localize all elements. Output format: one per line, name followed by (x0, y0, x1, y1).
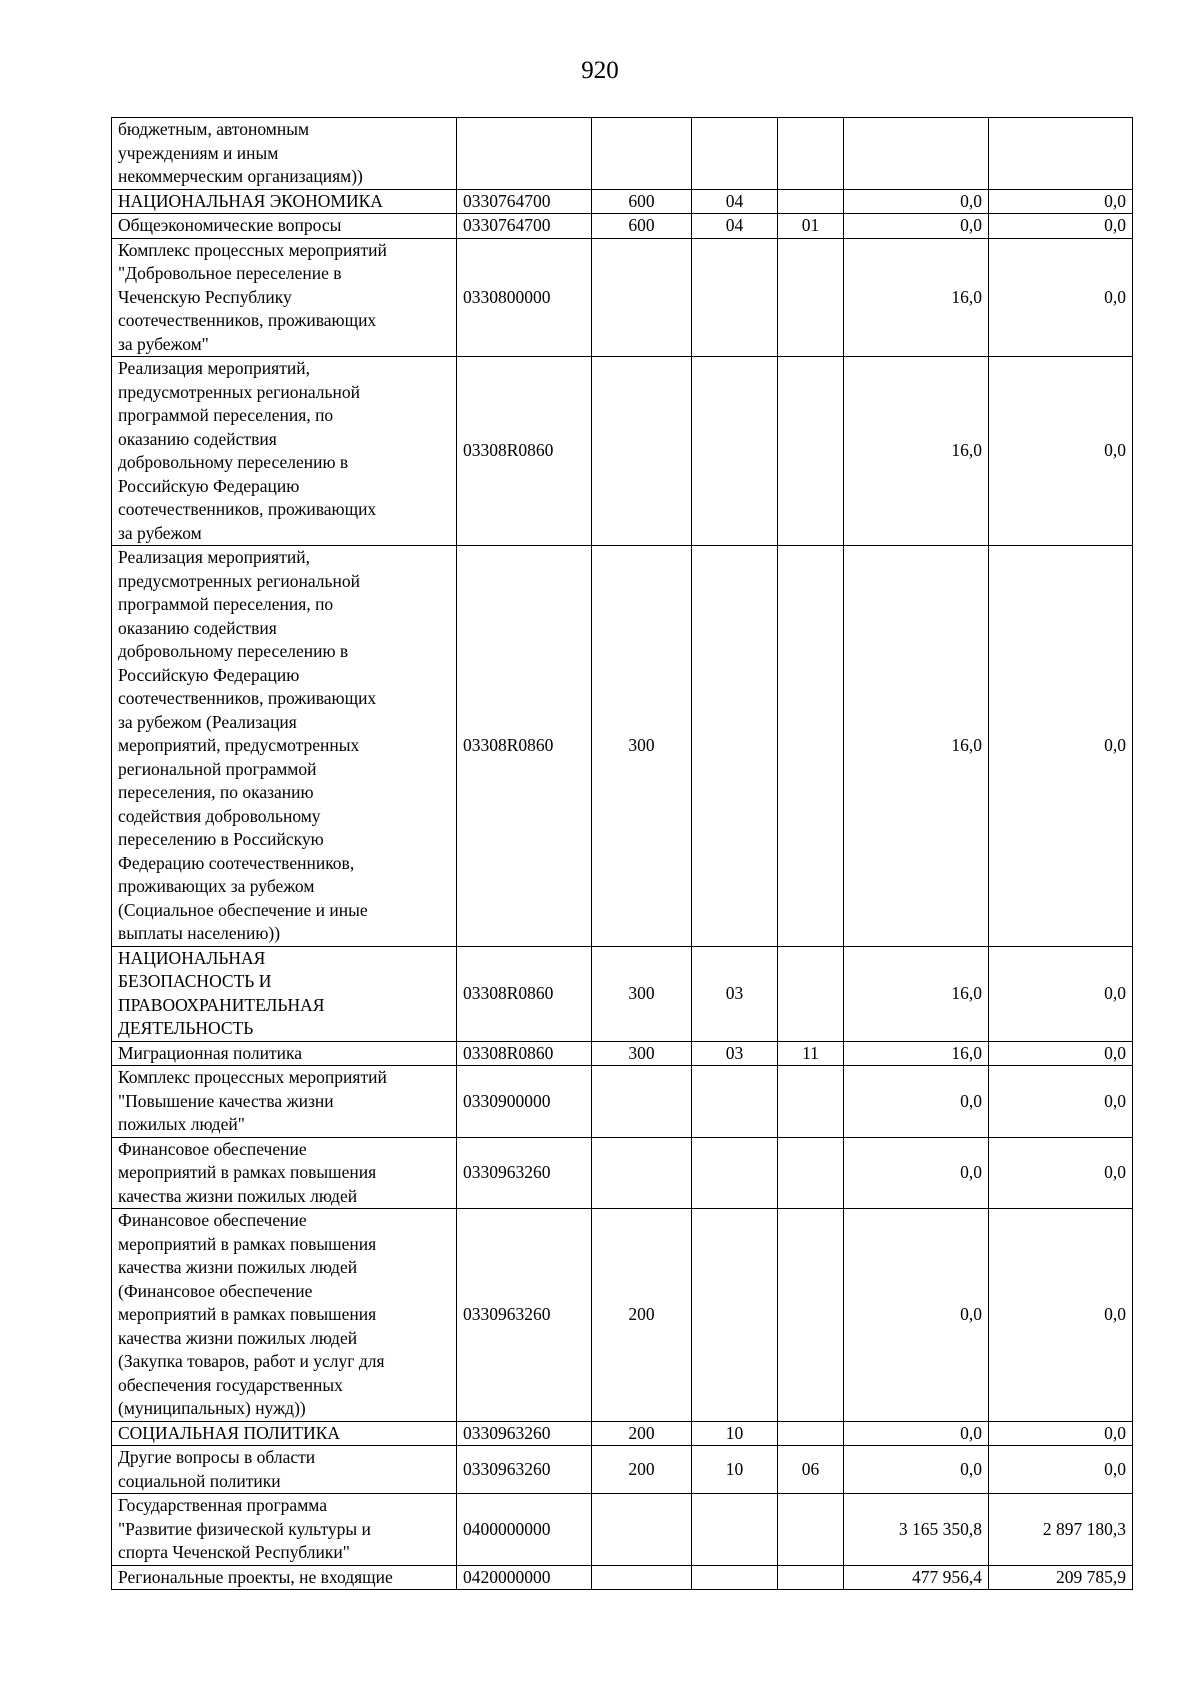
row-name-cell: Региональные проекты, не входящие (112, 1565, 457, 1590)
row-amount-2-cell: 0,0 (989, 1041, 1133, 1066)
table-row (112, 1565, 1133, 1590)
row-name-cell: Реализация мероприятий, предусмотренных региональной программой переселения, по оказанию содействия добровольному переселению в Российскую Федерацию соотечественников, проживающих за рубежом (Реализация мероприятий, предусмотренных региональной программой переселения, по оказанию содействия добровольному переселению в Российскую Федерацию соотечественников, проживающих за рубежом (Социальное обеспечение и иные выплаты населению)) (112, 546, 457, 947)
table-row (112, 1066, 1133, 1138)
row-subsection-cell (778, 189, 844, 214)
row-name-cell: Реализация мероприятий, предусмотренных региональной программой переселения, по оказанию содействия добровольному переселению в Российскую Федерацию соотечественников, проживающих за рубежом (112, 357, 457, 546)
budget-table-body (112, 118, 1133, 1590)
row-amount-1-cell: 0,0 (844, 1066, 989, 1138)
row-amount-2-cell: 0,0 (989, 357, 1133, 546)
row-amount-2-cell: 0,0 (989, 189, 1133, 214)
row-amount-1-cell (844, 118, 989, 190)
row-subsection-cell (778, 1421, 844, 1446)
table-row (112, 189, 1133, 214)
row-subsection-cell (778, 1494, 844, 1566)
row-amount-2-cell: 0,0 (989, 214, 1133, 239)
row-subsection-cell: 01 (778, 214, 844, 239)
table-row (112, 1446, 1133, 1494)
row-section-cell (692, 1494, 778, 1566)
row-name-cell: СОЦИАЛЬНАЯ ПОЛИТИКА (112, 1421, 457, 1446)
table-row (112, 546, 1133, 947)
table-row (112, 946, 1133, 1041)
row-name-cell: Миграционная политика (112, 1041, 457, 1066)
row-subsection-cell (778, 1565, 844, 1590)
row-code-cell: 0330963260 (457, 1446, 592, 1494)
row-amount-2-cell: 0,0 (989, 1421, 1133, 1446)
row-amount-2-cell: 0,0 (989, 1446, 1133, 1494)
row-amount-1-cell: 3 165 350,8 (844, 1494, 989, 1566)
row-section-cell: 04 (692, 214, 778, 239)
row-expense-type-cell: 200 (592, 1209, 692, 1422)
row-name-cell: Комплекс процессных мероприятий "Повышение качества жизни пожилых людей" (112, 1066, 457, 1138)
row-section-cell (692, 357, 778, 546)
row-section-cell: 04 (692, 189, 778, 214)
row-amount-2-cell (989, 118, 1133, 190)
row-amount-1-cell: 0,0 (844, 214, 989, 239)
row-expense-type-cell: 300 (592, 546, 692, 947)
row-name-cell: НАЦИОНАЛЬНАЯ ЭКОНОМИКА (112, 189, 457, 214)
table-row (112, 357, 1133, 546)
row-expense-type-cell (592, 118, 692, 190)
row-expense-type-cell (592, 1066, 692, 1138)
row-section-cell (692, 546, 778, 947)
row-subsection-cell (778, 238, 844, 357)
row-expense-type-cell (592, 1494, 692, 1566)
row-amount-1-cell: 0,0 (844, 189, 989, 214)
row-amount-1-cell: 16,0 (844, 1041, 989, 1066)
row-amount-2-cell: 2 897 180,3 (989, 1494, 1133, 1566)
row-section-cell (692, 1565, 778, 1590)
row-code-cell: 0400000000 (457, 1494, 592, 1566)
row-expense-type-cell: 300 (592, 946, 692, 1041)
row-amount-1-cell: 0,0 (844, 1209, 989, 1422)
row-name-cell: НАЦИОНАЛЬНАЯ БЕЗОПАСНОСТЬ И ПРАВООХРАНИТЕЛЬНАЯ ДЕЯТЕЛЬНОСТЬ (112, 946, 457, 1041)
table-row (112, 1137, 1133, 1209)
table-row (112, 238, 1133, 357)
row-code-cell: 03308R0860 (457, 946, 592, 1041)
row-section-cell: 03 (692, 1041, 778, 1066)
row-amount-2-cell: 209 785,9 (989, 1565, 1133, 1590)
row-section-cell (692, 238, 778, 357)
row-expense-type-cell: 600 (592, 214, 692, 239)
row-name-cell: Финансовое обеспечение мероприятий в рамках повышения качества жизни пожилых людей (Финансовое обеспечение мероприятий в рамках повышения качества жизни пожилых людей (Закупка товаров, работ и услуг для обеспечения государственных (муниципальных) нужд)) (112, 1209, 457, 1422)
row-amount-2-cell: 0,0 (989, 946, 1133, 1041)
row-subsection-cell: 06 (778, 1446, 844, 1494)
row-expense-type-cell: 200 (592, 1446, 692, 1494)
row-code-cell: 0330764700 (457, 214, 592, 239)
row-subsection-cell (778, 1209, 844, 1422)
row-subsection-cell (778, 1137, 844, 1209)
row-name-cell: Другие вопросы в области социальной политики (112, 1446, 457, 1494)
row-amount-1-cell: 16,0 (844, 357, 989, 546)
table-row (112, 118, 1133, 190)
row-amount-1-cell: 477 956,4 (844, 1565, 989, 1590)
row-amount-1-cell: 16,0 (844, 238, 989, 357)
row-expense-type-cell (592, 1565, 692, 1590)
row-code-cell: 0330963260 (457, 1421, 592, 1446)
row-code-cell: 0330963260 (457, 1209, 592, 1422)
row-code-cell: 0330764700 (457, 189, 592, 214)
row-code-cell: 03308R0860 (457, 1041, 592, 1066)
row-subsection-cell (778, 357, 844, 546)
row-code-cell: 0420000000 (457, 1565, 592, 1590)
row-code-cell: 03308R0860 (457, 357, 592, 546)
row-amount-2-cell: 0,0 (989, 238, 1133, 357)
row-subsection-cell (778, 118, 844, 190)
row-amount-1-cell: 0,0 (844, 1421, 989, 1446)
row-code-cell: 0330800000 (457, 238, 592, 357)
row-amount-1-cell: 16,0 (844, 946, 989, 1041)
row-amount-1-cell: 0,0 (844, 1446, 989, 1494)
row-name-cell: Общеэкономические вопросы (112, 214, 457, 239)
row-expense-type-cell: 300 (592, 1041, 692, 1066)
row-section-cell: 10 (692, 1421, 778, 1446)
row-amount-1-cell: 0,0 (844, 1137, 989, 1209)
row-subsection-cell (778, 1066, 844, 1138)
table-row (112, 1421, 1133, 1446)
row-subsection-cell (778, 946, 844, 1041)
row-name-cell: Государственная программа "Развитие физической культуры и спорта Чеченской Республики" (112, 1494, 457, 1566)
page-number: 920 (581, 57, 619, 84)
row-amount-2-cell: 0,0 (989, 1209, 1133, 1422)
table-row (112, 1041, 1133, 1066)
budget-table (111, 117, 1133, 1590)
row-section-cell (692, 1209, 778, 1422)
row-amount-2-cell: 0,0 (989, 546, 1133, 947)
row-code-cell: 0330900000 (457, 1066, 592, 1138)
row-subsection-cell (778, 546, 844, 947)
row-code-cell (457, 118, 592, 190)
row-expense-type-cell: 200 (592, 1421, 692, 1446)
row-amount-1-cell: 16,0 (844, 546, 989, 947)
row-section-cell (692, 1137, 778, 1209)
row-section-cell: 10 (692, 1446, 778, 1494)
row-amount-2-cell: 0,0 (989, 1066, 1133, 1138)
row-name-cell: Финансовое обеспечение мероприятий в рамках повышения качества жизни пожилых людей (112, 1137, 457, 1209)
row-amount-2-cell: 0,0 (989, 1137, 1133, 1209)
row-name-cell: бюджетным, автономным учреждениям и иным некоммерческим организациям)) (112, 118, 457, 190)
row-code-cell: 03308R0860 (457, 546, 592, 947)
table-row (112, 1494, 1133, 1566)
row-expense-type-cell (592, 357, 692, 546)
row-expense-type-cell (592, 1137, 692, 1209)
row-section-cell (692, 1066, 778, 1138)
table-row (112, 1209, 1133, 1422)
row-expense-type-cell (592, 238, 692, 357)
row-section-cell (692, 118, 778, 190)
row-code-cell: 0330963260 (457, 1137, 592, 1209)
row-expense-type-cell: 600 (592, 189, 692, 214)
table-row (112, 214, 1133, 239)
row-subsection-cell: 11 (778, 1041, 844, 1066)
row-section-cell: 03 (692, 946, 778, 1041)
row-name-cell: Комплекс процессных мероприятий "Добровольное переселение в Чеченскую Республику соотечественников, проживающих за рубежом" (112, 238, 457, 357)
